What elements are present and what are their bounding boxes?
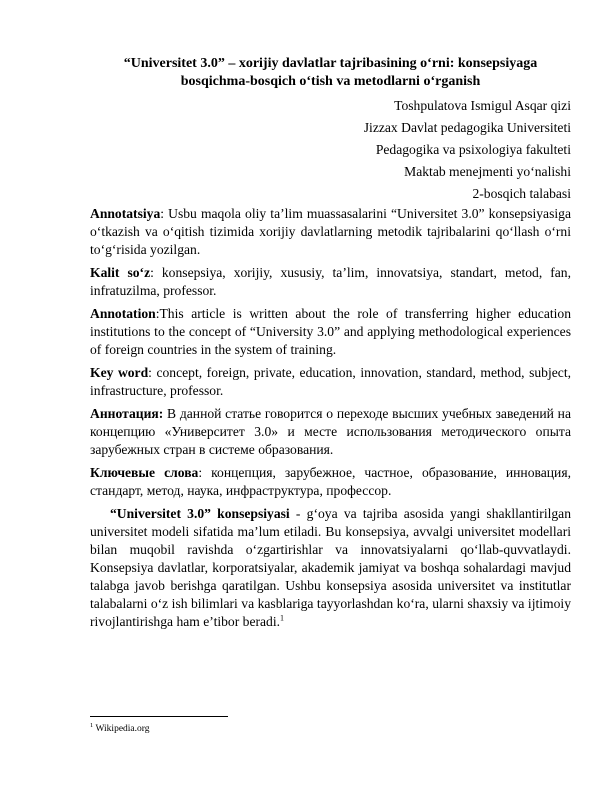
- abstract-russian: [90, 405, 571, 459]
- keywords-uzbek: [90, 264, 571, 300]
- author-name: Toshpulatova Ismigul Asqar qizi: [394, 98, 571, 113]
- article-title: [90, 55, 571, 91]
- title-line-1: “Universitet 3.0” – xorijiy davlatlar tajribasining o‘rni: konsepsiyaga: [123, 56, 538, 71]
- abstract-english-text: :This article is written about the role of transferring higher education institutions to the concept of “University 3.0” and applying methodological experiences of foreign countries in the system of training.: [90, 306, 571, 357]
- keywords-english: [90, 364, 571, 400]
- abstract-english-label: Annotation: [90, 306, 156, 321]
- abstract-uzbek-text: : Usbu maqola oliy ta’lim muassasalarini “Universitet 3.0” konsepsiyasiga o‘tkazish va o‘qitish tizimida xorijiy davlatlarning metodik tajribalarini qo‘llash o‘rni to‘g‘risida yozilgan.: [90, 206, 571, 257]
- author-block: [90, 95, 571, 205]
- keywords-russian-text: : концепция, зарубежное, частное, образование, инновация, стандарт, метод, наука, инфраструктура, профессор.: [90, 465, 571, 498]
- author-university: Jizzax Davlat pedagogika Universiteti: [363, 120, 571, 135]
- keywords-english-label: Key word: [90, 365, 149, 380]
- body-paragraph: [90, 505, 571, 631]
- keywords-uzbek-label: Kalit so‘z: [90, 265, 151, 280]
- author-faculty: Pedagogika va psixologiya fakulteti: [375, 142, 571, 157]
- keywords-russian-label: Ключевые слова: [90, 465, 199, 480]
- title-line-2: bosqichma-bosqich o‘tish va metodlarni o‘rganish: [180, 74, 481, 89]
- page-content: [90, 55, 571, 636]
- abstract-russian-text: В данной статье говорится о переходе высших учебных заведений на концепцию «Университет 3.0» и месте использования методического опыта зарубежных стран в системе образования.: [90, 406, 571, 457]
- keywords-english-text: : concept, foreign, private, education, innovation, standard, method, subject, infrastructure, professor.: [90, 365, 572, 398]
- author-program: Maktab menejmenti yo‘nalishi: [404, 164, 571, 179]
- footnote-marker: 1: [90, 721, 94, 729]
- abstract-english: [90, 305, 571, 359]
- footnote-divider: [90, 716, 228, 717]
- author-level: 2-bosqich talabasi: [472, 186, 571, 201]
- body-text: - g‘oya va tajriba asosida yangi shakllantirilgan universitet modeli sifatida ma’lum etiladi. Bu konsepsiya, avvalgi universitet modellari bilan muqobil ravishda o‘zgartirishlar va innovatsiyalarni qo‘llab-quvvatlaydi. Konsepsiya davlatlar, korporatsiyalar, akademik jamiyat va boshqa sohalardagi mavjud talabga javob berishga qaratilgan. Ushbu konsepsiya asosida universitet va institutlar talabalarni o‘z ish bilimlari va kasblariga tayyorlashdan ko‘ra, ularni shaxsiy va ijtimoiy rivojlantirishga ham e’tibor beradi.: [90, 506, 571, 629]
- abstract-russian-label: Аннотация:: [90, 406, 164, 421]
- footnote: [90, 721, 150, 734]
- abstract-uzbek-label: Annotatsiya: [90, 206, 161, 221]
- keywords-uzbek-text: : konsepsiya, xorijiy, xususiy, ta’lim, innovatsiya, standart, metod, fan, infratuzilma, professor.: [90, 265, 572, 298]
- body-lead: “Universitet 3.0” konsepsiyasi: [110, 506, 290, 521]
- abstract-uzbek: [90, 205, 571, 259]
- keywords-russian: [90, 464, 571, 500]
- footnote-reference: 1: [280, 613, 285, 623]
- footnote-text: Wikipedia.org: [93, 724, 150, 734]
